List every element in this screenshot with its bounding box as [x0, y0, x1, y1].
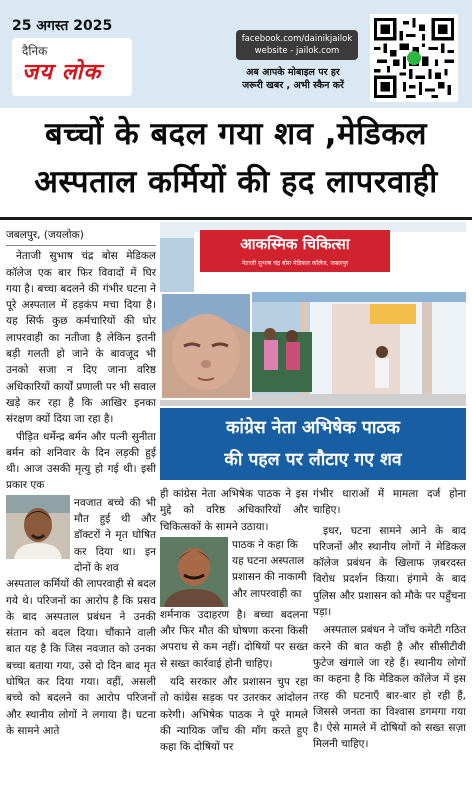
scan-prompt-line1: अब आपके मोबाइल पर हर: [246, 67, 340, 78]
subheadline-banner: [160, 408, 466, 480]
masthead: [0, 0, 472, 108]
article-column-middle: [160, 486, 308, 756]
article-column-right: [313, 486, 466, 753]
subheadline-line2: की पहल पर लौटाए गए शव: [224, 450, 402, 470]
hospital-photo: [160, 222, 466, 406]
article-paragraph: ही कांग्रेस नेता अभिषेक पाठक ने इस मुद्दे को वरिष्ठ अधिकारियों और चिकित्सकों के सामने उठाया।: [160, 488, 308, 533]
sign-subtitle: नेताजी सुभाष चंद्र बोस मेडिकल कॉलेज, जबलपुर: [241, 260, 349, 267]
article-column-left: [6, 227, 156, 739]
qr-code-icon[interactable]: [370, 14, 458, 102]
headline-line2: अस्पताल कर्मियों की हद लापरवाही: [34, 164, 438, 200]
logo-prefix: दैनिक: [22, 44, 48, 58]
abhishek-pathak-photo: [160, 537, 228, 607]
article-paragraph: अस्पताल प्रबंधन ने जाँच कमेटी गठित करने की बात कही है और सीसीटीवी फुटेज खंगाले जा रहे हैं। स्थानीय लोगों का कहना है कि मेडिकल कॉलेज में इस तरह की घटनाएँ बार-बार हो रही हैं, जिससे जनता का विश्वास डगमगा गया है। ऐसे मामले में दोषियों को सख्त सज़ा मिलनी चाहिए।: [313, 624, 466, 751]
article-paragraph: इधर, घटना सामने आने के बाद परिजनों और स्थानीय लोगों ने मेडिकल कॉलेज प्रबंधन के खिलाफ ज़बरदस्त विरोध प्रदर्शन किया। हंगामे के बाद पुलिस और प्रशासन को मौके पर पहुँचना पड़ा।: [313, 524, 466, 619]
inset-photo-row: [6, 495, 156, 576]
inset-photo-row: [160, 537, 308, 607]
scan-prompt-line2: जरूरी खबर , अभी स्कैन करें: [242, 80, 344, 91]
article-paragraph: यदि सरकार और प्रशासन चुप रहा तो कांग्रेस सड़क पर उतरकर आंदोलन करेगी। अभिषेक पाठक ने पूरे मामले की न्यायिक जाँच की माँग करते हुए कहा कि दोषियों पर: [160, 676, 308, 754]
scan-prompt: [218, 66, 368, 92]
article-paragraph: पीड़ित धर्मेन्द्र बर्मन और पत्नी सुनीता बर्मन को शनिवार के दिन लड़की हुई थी। आज उसकी मृत्यु हो गई थी। इसी प्रकार एक: [6, 430, 156, 492]
article-paragraph: पाठक ने कहा कि यह घटना अस्पताल प्रशासन की नाकामी और लापरवाही का: [232, 538, 307, 600]
victim-father-photo: [6, 495, 70, 559]
logo-title: जय लोक: [22, 60, 102, 85]
headline-line1: बच्चों के बदल गया शव ,मेडिकल: [44, 116, 428, 152]
subheadline-line1: कांग्रेस नेता अभिषेक पाठक: [225, 418, 400, 438]
article-paragraph: नवजात बच्चे की भी मौत हुई थी और डॉक्टरों ने मृत घोषित कर दिया था। इन दोनों के शव: [74, 496, 156, 574]
newspaper-logo: [12, 38, 132, 96]
article-paragraph: शर्मनाक उदाहरण है। बच्चा बदलना और फिर मौत की घोषणा करना किसी अपराध से कम नहीं। दोषियों पर सख्त से सख्त कार्रवाई होनी चाहिए।: [160, 608, 308, 670]
social-links: [236, 30, 358, 60]
issue-date: 25 अगस्त 2025: [12, 18, 113, 34]
divider: [0, 217, 472, 220]
dateline: जबलपुर, (जयलोक): [6, 227, 156, 246]
sign-title: आकस्मिक चिकित्सा: [240, 235, 350, 253]
website-link[interactable]: website - jailok.com: [254, 46, 340, 56]
baby-photo: [160, 292, 252, 400]
facebook-link[interactable]: facebook.com/dainikjailok: [241, 34, 353, 44]
article-paragraph: गंभीर धाराओं में मामला दर्ज होना चाहिए।: [313, 488, 466, 517]
headline: [0, 110, 472, 216]
article-paragraph: नेताजी सुभाष चंद्र बोस मेडिकल कॉलेज एक बार फिर विवादों में घिर गया है। बच्चा बदलने की गंभीर घटना ने पूरे अस्पताल में हड़कंप मचा दिया है। यह सिर्फ कुछ कर्मचारियों की घोर लापरवाही का नतीजा है लेकिन इतनी बड़ी गलती हो जाने के बावजूद भी उनको सजा न दिए जाना वरिष्ठ अधिकारियों कार्यों प्रणाली पर भी सवाल खड़े कर रहा है कि आखिर इनका संरक्षण क्यों दिया जा रहा है।: [6, 250, 156, 426]
article-paragraph: अस्पताल कर्मियों की लापरवाही से बदल गये थे। परिजनों का आरोप है कि प्रसव के बाद अस्पताल प्रबंधन ने उनकी संतान को बदल दिया। चौंकाने वाली बात यह है कि जिस नवजात को उनका बच्चा बताया गया, उसे दो दिन बाद मृत घोषित कर दिया गया। वहीं, असली बच्चे को बदलने का आरोप परिजनों और स्थानीय लोगों ने लगाया है। घटना के सामने आते: [6, 578, 156, 737]
